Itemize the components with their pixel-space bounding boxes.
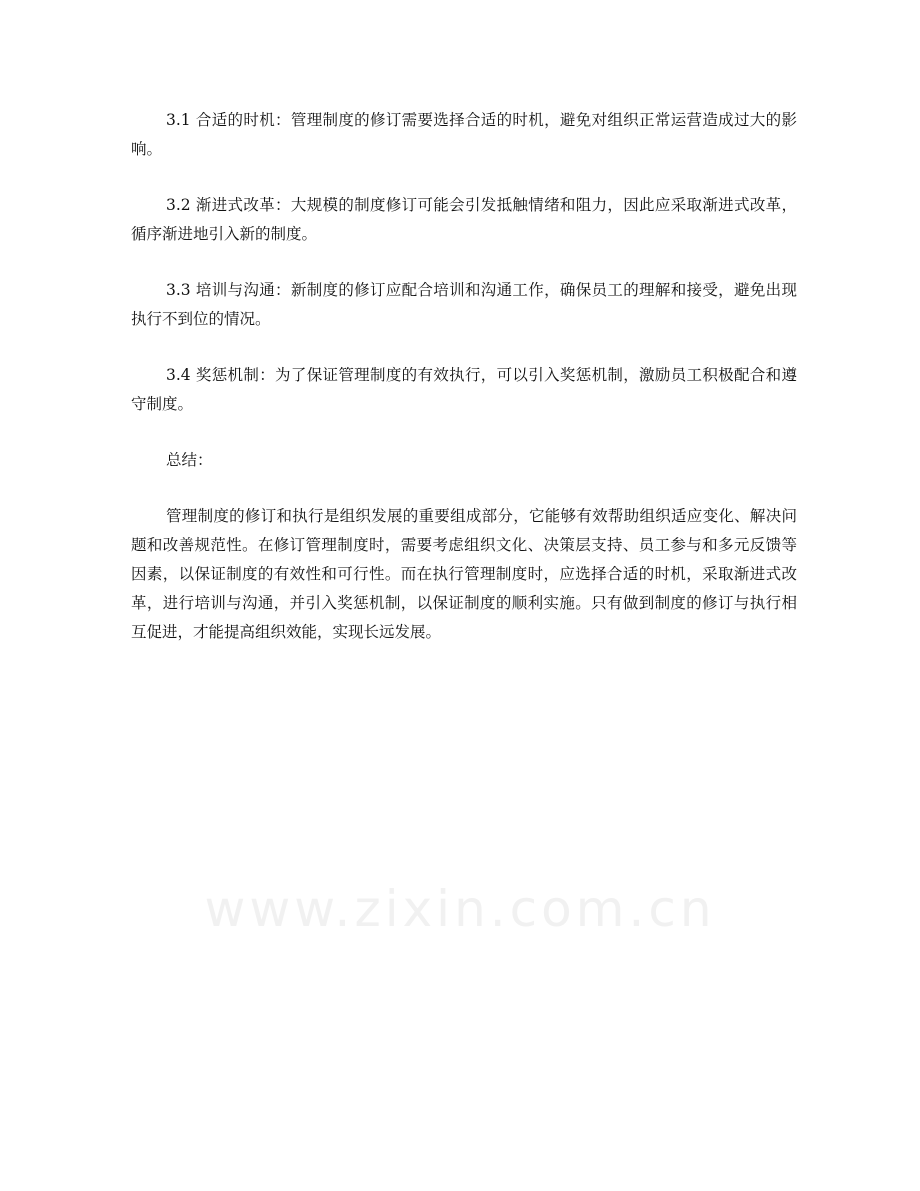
- paragraph-3-3: 3.3 培训与沟通：新制度的修订应配合培训和沟通工作，确保员工的理解和接受，避免出现执行不到位的情况。: [131, 281, 797, 328]
- document-page: [131, 106, 797, 647]
- summary-heading: 总结：: [166, 451, 213, 469]
- paragraph-3-1: 3.1 合适的时机：管理制度的修订需要选择合适的时机，避免对组织正常运营造成过大的影响。: [131, 111, 797, 158]
- paragraph-3-2: 3.2 渐进式改革：大规模的制度修订可能会引发抵触情绪和阻力，因此应采取渐进式改革，循序渐进地引入新的制度。: [131, 196, 797, 243]
- summary-paragraph: 管理制度的修订和执行是组织发展的重要组成部分，它能够有效帮助组织适应变化、解决问题和改善规范性。在修订管理制度时，需要考虑组织文化、决策层支持、员工参与和多元反馈等因素，以保证制度的有效性和可行性。而在执行管理制度时，应选择合适的时机，采取渐进式改革，进行培训与沟通，并引入奖惩机制，以保证制度的顺利实施。只有做到制度的修订与执行相互促进，才能提高组织效能，实现长远发展。: [131, 507, 797, 641]
- watermark: www.zixin.com.cn: [204, 880, 716, 938]
- paragraph-3-4: 3.4 奖惩机制：为了保证管理制度的有效执行，可以引入奖惩机制，激励员工积极配合和遵守制度。: [131, 366, 797, 413]
